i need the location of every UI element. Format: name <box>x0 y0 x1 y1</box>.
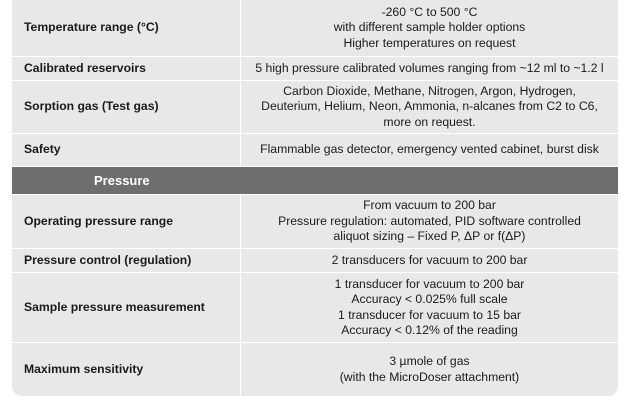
row-value <box>241 273 618 343</box>
value-line: Higher temperatures on request <box>343 35 516 50</box>
spec-table <box>12 0 618 396</box>
row-operating-pressure-range <box>12 195 618 249</box>
value-line: 3 µmole of gas <box>389 354 470 368</box>
value-line: -260 °C to 500 °C <box>381 4 478 19</box>
value-line: Flammable gas detector, emergency vented cabinet, burst disk <box>260 142 599 157</box>
row-label: Calibrated reservoirs <box>12 57 241 81</box>
value-line: with different sample holder options <box>333 20 526 35</box>
row-sample-pressure-measurement <box>12 273 618 343</box>
row-label: Pressure control (regulation) <box>12 249 241 273</box>
row-value <box>241 81 618 134</box>
value-line: 2 transducers for vacuum to 200 bar <box>331 252 528 267</box>
value-line: Accuracy < 0.025% full scale <box>351 292 508 306</box>
value-line: 1 transducer for vacuum to 15 bar <box>338 307 521 322</box>
row-pressure-control <box>12 249 618 273</box>
value-line: Accuracy < 0.12% of the reading <box>341 323 518 337</box>
row-label: Temperature range (°C) <box>12 0 241 57</box>
value-line: (with the MicroDoser attachment) <box>339 369 520 384</box>
value-line: 1 transducer for vacuum to 200 bar <box>334 276 525 291</box>
row-value <box>241 0 618 57</box>
row-calibrated-reservoirs <box>12 57 618 81</box>
value-line: 5 high pressure calibrated volumes ranging from ~12 ml to ~1.2 l <box>255 60 604 75</box>
row-value <box>241 57 618 81</box>
row-maximum-sensitivity <box>12 343 618 396</box>
row-label: Sorption gas (Test gas) <box>12 81 241 134</box>
value-line: From vacuum to 200 bar <box>363 198 496 213</box>
section-title: Pressure <box>12 167 618 195</box>
row-safety <box>12 134 618 167</box>
row-temperature-range <box>12 0 618 57</box>
row-label: Operating pressure range <box>12 195 241 249</box>
row-label: Maximum sensitivity <box>12 343 241 396</box>
row-label: Sample pressure measurement <box>12 273 241 343</box>
row-value <box>241 249 618 273</box>
value-line: aliquot sizing – Fixed P, ΔP or f(ΔP) <box>333 229 526 244</box>
row-label: Safety <box>12 134 241 167</box>
value-line: Deuterium, Helium, Neon, Ammonia, n-alcanes from C2 to C6, <box>261 99 598 114</box>
value-line: Pressure regulation: automated, PID software controlled <box>278 213 581 228</box>
row-value <box>241 195 618 249</box>
value-line: more on request. <box>383 114 476 129</box>
row-value <box>241 343 618 396</box>
row-sorption-gas <box>12 81 618 134</box>
value-line: Carbon Dioxide, Methane, Nitrogen, Argon, Hydrogen, <box>283 83 576 98</box>
row-value <box>241 134 618 167</box>
section-header-pressure <box>12 167 618 195</box>
